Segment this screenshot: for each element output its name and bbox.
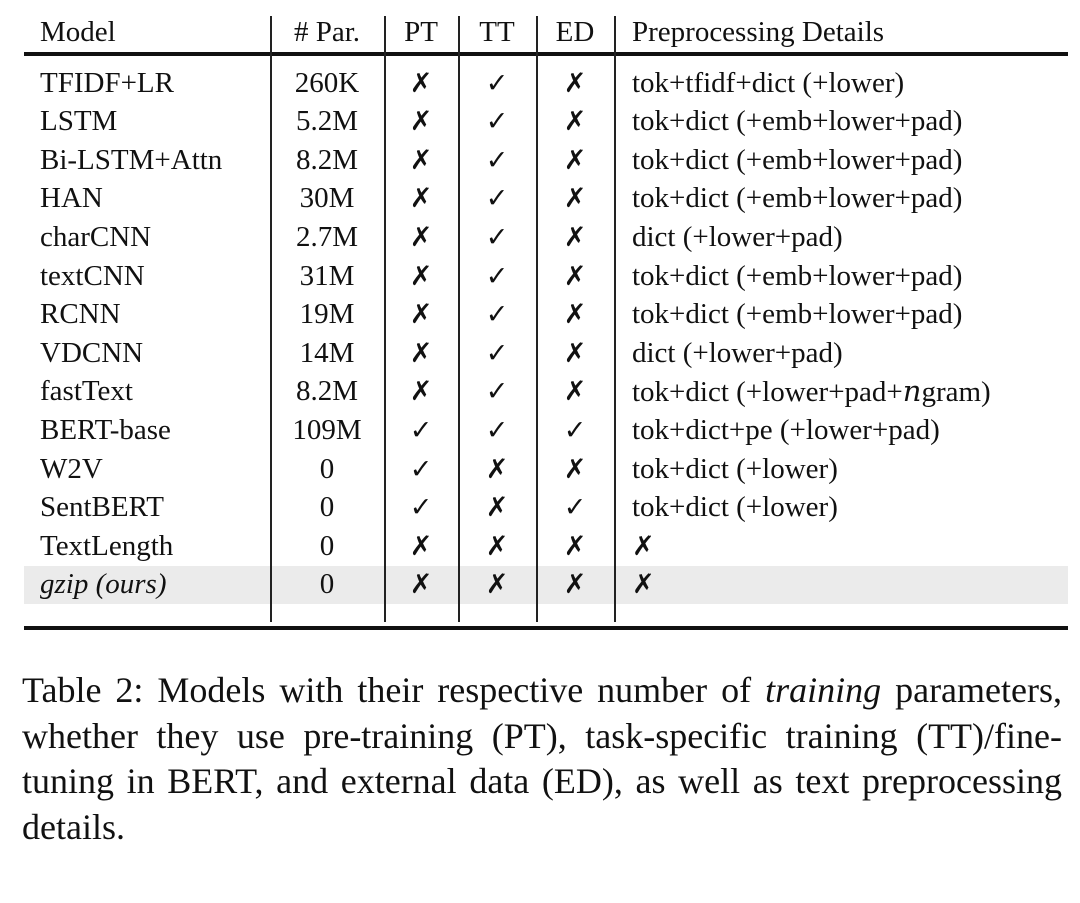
ed-cell: ✗ xyxy=(563,221,587,253)
tt-cell: ✓ xyxy=(485,299,509,331)
model-cell: RCNN xyxy=(40,298,121,331)
preprocessing-cell: tok+dict (+lower+pad+𝑛gram) xyxy=(632,376,991,409)
params-cell: 19M xyxy=(299,298,355,331)
tt-cell: ✓ xyxy=(485,144,509,176)
table-row xyxy=(24,103,1068,141)
table-row xyxy=(24,566,1068,604)
ed-cell: ✗ xyxy=(563,569,587,601)
table-row xyxy=(24,296,1068,334)
model-cell: charCNN xyxy=(40,220,152,253)
preprocessing-cell: tok+dict+pe (+lower+pad) xyxy=(632,413,940,446)
preprocessing-cell: ✗ xyxy=(632,569,655,601)
caption-emphasis: training xyxy=(765,670,882,710)
params-cell: 8.2M xyxy=(295,375,359,408)
preprocessing-cell: tok+tfidf+dict (+lower) xyxy=(632,66,905,99)
model-cell: BERT-base xyxy=(40,413,171,446)
preprocessing-cell: tok+dict (+emb+lower+pad) xyxy=(632,182,963,215)
tt-cell: ✓ xyxy=(485,376,509,408)
ed-cell: ✗ xyxy=(563,183,587,215)
tt-cell: ✗ xyxy=(485,569,509,601)
params-cell: 0 xyxy=(319,529,335,562)
model-cell: fastText xyxy=(40,375,133,408)
model-cell: LSTM xyxy=(40,105,118,138)
params-cell: 8.2M xyxy=(295,143,359,176)
table-row xyxy=(24,141,1068,179)
preprocessing-cell: dict (+lower+pad) xyxy=(632,336,843,369)
params-cell: 260K xyxy=(294,66,360,99)
table-row xyxy=(24,64,1068,102)
column-divider xyxy=(270,16,272,622)
ed-cell: ✗ xyxy=(563,67,587,99)
ed-cell: ✗ xyxy=(563,260,587,292)
table-row xyxy=(24,334,1068,372)
table-top-rule xyxy=(24,52,1068,56)
header-pt: PT xyxy=(404,15,438,48)
tt-cell: ✓ xyxy=(485,67,509,99)
tt-cell: ✓ xyxy=(485,221,509,253)
pt-cell: ✗ xyxy=(409,569,433,601)
params-cell: 5.2M xyxy=(295,105,359,138)
table-row xyxy=(24,489,1068,527)
table-caption xyxy=(22,668,1062,850)
params-cell: 0 xyxy=(319,452,335,485)
model-cell: gzip (ours) xyxy=(40,568,167,601)
params-cell: 2.7M xyxy=(295,220,359,253)
params-cell: 0 xyxy=(319,491,335,524)
table-row xyxy=(24,527,1068,565)
tt-cell: ✓ xyxy=(485,260,509,292)
tt-cell: ✓ xyxy=(485,183,509,215)
tt-cell: ✗ xyxy=(485,453,509,485)
caption-suffix: parameters, whether they use pre-training (PT), task-specific training (TT)/fine-tuning in BERT, and external data (ED), as well as text preprocessing details. xyxy=(22,670,1062,847)
params-cell: 30M xyxy=(299,182,355,215)
tt-cell: ✗ xyxy=(485,492,509,524)
tt-cell: ✗ xyxy=(485,530,509,562)
pt-cell: ✓ xyxy=(409,492,433,524)
model-cell: HAN xyxy=(40,182,103,215)
ed-cell: ✗ xyxy=(563,299,587,331)
preprocessing-cell: tok+dict (+lower) xyxy=(632,452,838,485)
preprocessing-cell: tok+dict (+emb+lower+pad) xyxy=(632,259,963,292)
header-model: Model xyxy=(40,15,116,48)
column-divider xyxy=(536,16,538,622)
pt-cell: ✗ xyxy=(409,299,433,331)
table-row xyxy=(24,373,1068,411)
header-preprocessing: Preprocessing Details xyxy=(632,15,885,48)
model-cell: SentBERT xyxy=(40,491,164,524)
pt-cell: ✗ xyxy=(409,530,433,562)
params-cell: 14M xyxy=(299,336,355,369)
model-cell: W2V xyxy=(40,452,103,485)
ed-cell: ✗ xyxy=(563,106,587,138)
caption-prefix: Table 2: Models with their respective number of xyxy=(22,670,766,710)
params-cell: 31M xyxy=(299,259,355,292)
preprocessing-cell: tok+dict (+emb+lower+pad) xyxy=(632,143,963,176)
ed-cell: ✗ xyxy=(563,453,587,485)
pt-cell: ✓ xyxy=(409,414,433,446)
params-cell: 0 xyxy=(319,568,335,601)
preprocessing-cell: dict (+lower+pad) xyxy=(632,220,843,253)
table-bottom-rule xyxy=(24,626,1068,630)
ed-cell: ✓ xyxy=(563,492,587,524)
pt-cell: ✗ xyxy=(409,221,433,253)
ed-cell: ✗ xyxy=(563,144,587,176)
pt-cell: ✗ xyxy=(409,144,433,176)
pt-cell: ✗ xyxy=(409,260,433,292)
params-cell: 109M xyxy=(292,413,362,446)
column-divider xyxy=(614,16,616,622)
ed-cell: ✗ xyxy=(563,337,587,369)
pt-cell: ✗ xyxy=(409,376,433,408)
header-ed: ED xyxy=(555,15,595,48)
preprocessing-cell: tok+dict (+emb+lower+pad) xyxy=(632,298,963,331)
preprocessing-cell: ✗ xyxy=(632,530,655,562)
pt-cell: ✗ xyxy=(409,183,433,215)
table-row xyxy=(24,411,1068,449)
model-cell: textCNN xyxy=(40,259,145,292)
header-tt: TT xyxy=(479,15,515,48)
table-row xyxy=(24,257,1068,295)
table-row xyxy=(24,450,1068,488)
model-cell: VDCNN xyxy=(40,336,144,369)
ed-cell: ✓ xyxy=(563,414,587,446)
preprocessing-cell: tok+dict (+lower) xyxy=(632,491,838,524)
pt-cell: ✗ xyxy=(409,106,433,138)
ed-cell: ✗ xyxy=(563,530,587,562)
tt-cell: ✓ xyxy=(485,106,509,138)
model-cell: Bi-LSTM+Attn xyxy=(40,143,223,176)
column-divider xyxy=(458,16,460,622)
pt-cell: ✓ xyxy=(409,453,433,485)
table-row xyxy=(24,218,1068,256)
header-params: # Par. xyxy=(293,15,361,48)
pt-cell: ✗ xyxy=(409,67,433,99)
column-divider xyxy=(384,16,386,622)
tt-cell: ✓ xyxy=(485,414,509,446)
model-cell: TFIDF+LR xyxy=(40,66,174,99)
table-row xyxy=(24,180,1068,218)
ed-cell: ✗ xyxy=(563,376,587,408)
pt-cell: ✗ xyxy=(409,337,433,369)
model-cell: TextLength xyxy=(40,529,174,562)
tt-cell: ✓ xyxy=(485,337,509,369)
preprocessing-cell: tok+dict (+emb+lower+pad) xyxy=(632,105,963,138)
table-header-row xyxy=(24,12,1068,52)
